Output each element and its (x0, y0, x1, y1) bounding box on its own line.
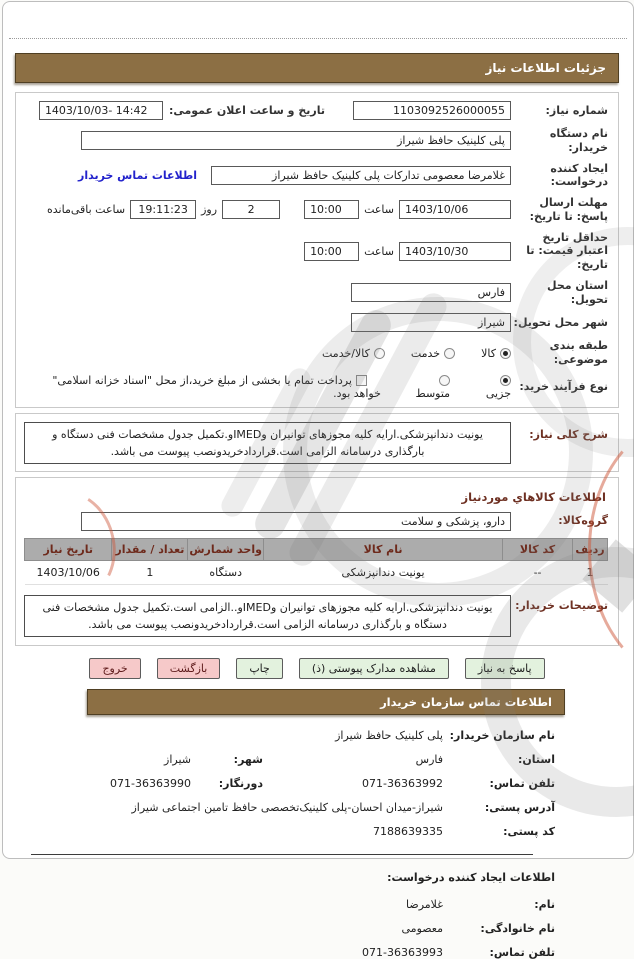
creator-label: ایجاد کننده درخواست: (550, 161, 608, 189)
cell-item-name: یونیت دندانپزشکی (264, 560, 503, 584)
last-name-value: معصومی (401, 921, 443, 935)
contact-phone-value: 071-36363992 (362, 776, 443, 790)
details-section-header: جزئیات اطلاعات نیاز (15, 53, 619, 83)
province-label: استان محل تحویل: (547, 278, 608, 306)
last-name-label: نام خانوادگی: (480, 921, 555, 935)
col-unit: واحد شمارش (188, 538, 264, 560)
first-name-value: غلامرضا (406, 897, 443, 911)
creator-field[interactable]: غلامرضا معصومی تدارکات پلی کلینیک حافظ شیراز (211, 166, 511, 185)
city-label: شهر محل تحویل: (513, 315, 608, 329)
announce-field[interactable]: 1403/10/03- 14:42 (39, 101, 163, 120)
validity-label: حداقل تاریخ اعتبار قیمت: تا تاریخ: (526, 230, 608, 271)
description-label: شرح کلی نیاز: (529, 427, 608, 441)
radio-medium-icon[interactable] (439, 375, 450, 386)
contact-city-label: شهر: (233, 752, 263, 766)
deadline-time-field[interactable]: 10:00 (304, 200, 359, 219)
goods-panel (15, 477, 619, 646)
last-name-row (23, 922, 555, 935)
province-row (24, 279, 608, 307)
cell-unit: دستگاه (188, 560, 264, 584)
attachments-button[interactable]: مشاهده مدارک پیوستی (ذ) (299, 658, 449, 679)
description-row (24, 422, 608, 464)
address-label: آدرس پستی: (484, 800, 555, 814)
classification-row (24, 339, 608, 367)
buyer-device-label: نام دستگاه خریدار: (549, 127, 608, 154)
goods-table-header-row (25, 538, 608, 560)
postal-value: 7188639335 (373, 824, 443, 838)
contact-phone-label: تلفن تماس: (489, 776, 555, 790)
classification-label: طبقه بندی موضوعی: (549, 339, 608, 366)
org-row (23, 729, 555, 742)
deadline-row (24, 196, 608, 224)
need-fields-panel (15, 92, 619, 408)
postal-label: کد پستی: (503, 824, 555, 838)
org-value: پلی کلینیک حافظ شیراز (335, 728, 443, 742)
contact-fax-value: 071-36363990 (110, 776, 191, 790)
days-field[interactable]: 2 (222, 200, 280, 219)
page-frame (2, 1, 634, 959)
cell-quantity: 1 (112, 560, 188, 584)
postal-row (23, 825, 555, 838)
buyer-notes-row (24, 595, 608, 637)
address-value: شیراز-میدان احسان-پلی کلینیک‌تخصصی حافظ تامین اجتماعی شیراز (131, 800, 443, 814)
action-buttons (15, 658, 619, 679)
back-button[interactable]: بازگشت (157, 658, 221, 679)
radio-option-goods-service[interactable]: کالا/خدمت (322, 347, 385, 360)
validity-time-field[interactable]: 10:00 (304, 242, 359, 261)
creator-phone-row (23, 946, 555, 959)
creator-info-title: اطلاعات ایجاد کننده درخواست: (387, 870, 555, 884)
days-label: روز (201, 203, 218, 217)
contact-city-value: شیراز (164, 752, 191, 766)
details-content (15, 92, 619, 679)
city-row (24, 313, 608, 332)
description-field[interactable]: یونیت دندانپزشکی.ارایه کلیه مجوزهای توانیران وIMEDو.تکمیل جدول مشخصات فنی دستگاه و بارگذاری درسامانه الزامی است.قراردادخریدونصب پیوست می باشد. (24, 422, 511, 464)
contact-section (23, 729, 555, 959)
province-city-row (23, 753, 555, 766)
goods-table (24, 538, 608, 585)
col-quantity: تعداد / مقدار (112, 538, 188, 560)
address-row (23, 801, 555, 814)
buyer-device-field[interactable]: پلی کلینیک حافظ شیراز (81, 131, 511, 150)
divider (31, 854, 533, 855)
validity-hour-label: ساعت (364, 244, 394, 258)
creator-phone-value: 071-36363993 (362, 945, 443, 959)
first-name-row (23, 898, 555, 911)
contact-section-header: اطلاعات تماس سازمان خریدار (87, 689, 565, 715)
goods-info-title: اطلاعات کالاهاي موردنیاز (461, 489, 606, 504)
print-button[interactable]: چاپ (236, 658, 283, 679)
deadline-label: مهلت ارسال پاسخ: تا تاریخ: (529, 196, 608, 223)
creator-phone-label: تلفن تماس: (489, 945, 555, 959)
phone-fax-row (23, 777, 555, 790)
treasury-checkbox[interactable] (356, 375, 367, 386)
radio-goods-icon[interactable] (500, 348, 511, 359)
radio-option-medium[interactable]: متوسط (407, 374, 450, 400)
deadline-date-field[interactable]: 1403/10/06 (399, 200, 511, 219)
radio-option-goods[interactable]: کالا (481, 347, 511, 360)
need-number-field[interactable]: 1103092526000055 (353, 101, 511, 120)
contact-province-label: استان: (518, 752, 555, 766)
validity-row (24, 231, 608, 272)
col-row-number: ردیف (573, 538, 608, 560)
city-field[interactable]: شیراز (351, 313, 511, 332)
exit-button[interactable]: خروج (89, 658, 140, 679)
cell-need-date: 1403/10/06 (25, 560, 112, 584)
need-number-row (24, 101, 608, 120)
col-item-name: نام کالا (264, 538, 503, 560)
top-separator (9, 2, 627, 39)
cell-item-code: -- (503, 560, 573, 584)
deadline-hour-label: ساعت (364, 203, 394, 217)
org-label: نام سازمان خریدار: (449, 728, 555, 742)
description-panel (15, 413, 619, 472)
remaining-label: ساعت باقی‌مانده (47, 203, 126, 217)
group-field[interactable]: دارو، پزشکی و سلامت (81, 512, 511, 531)
group-row (24, 512, 608, 531)
treasury-option[interactable]: پرداخت تمام یا بخشی از مبلغ خرید،از محل "اسناد خزانه اسلامی" خواهد بود. (52, 373, 381, 400)
radio-option-service[interactable]: خدمت (411, 347, 455, 360)
process-type-row (24, 374, 608, 400)
need-number-label: شماره نیاز: (545, 103, 608, 117)
radio-partial-icon[interactable] (500, 375, 511, 386)
cell-row-number: 1 (573, 560, 608, 584)
validity-date-field[interactable]: 1403/10/30 (399, 242, 511, 261)
buyer-contact-link[interactable]: اطلاعات تماس خریدار (77, 168, 197, 182)
announce-label: تاریخ و ساعت اعلان عمومی: (168, 104, 325, 117)
remaining-time-field[interactable]: 19:11:23 (130, 200, 196, 219)
province-field[interactable]: فارس (351, 283, 511, 302)
buyer-notes-field[interactable]: یونیت دندانپزشکی.ارایه کلیه مجوزهای توانیران وIMEDو..الزامی است.تکمیل جدول مشخصات فنی دستگاه و بارگذاری درسامانه الزامی است.قراردادخریدونصب پیوست می باشد. (24, 595, 511, 637)
process-type-label: نوع فرآیند خرید: (519, 379, 608, 393)
col-need-date: تاریخ نیاز (25, 538, 112, 560)
radio-option-partial[interactable]: جزیی (476, 374, 511, 400)
radio-service-icon[interactable] (444, 348, 455, 359)
col-item-code: کد کالا (503, 538, 573, 560)
contact-fax-label: دورنگار: (218, 776, 263, 790)
table-row[interactable] (25, 560, 608, 584)
contact-province-value: فارس (415, 752, 443, 766)
buyer-notes-label: توضیحات خریدار: (515, 598, 608, 612)
first-name-label: نام: (534, 897, 555, 911)
group-label: گروه‌کالا: (558, 514, 608, 528)
creator-row (24, 162, 608, 190)
radio-goods-service-icon[interactable] (374, 348, 385, 359)
buyer-device-row (24, 127, 608, 155)
respond-button[interactable]: پاسخ به نیاز (465, 658, 545, 679)
